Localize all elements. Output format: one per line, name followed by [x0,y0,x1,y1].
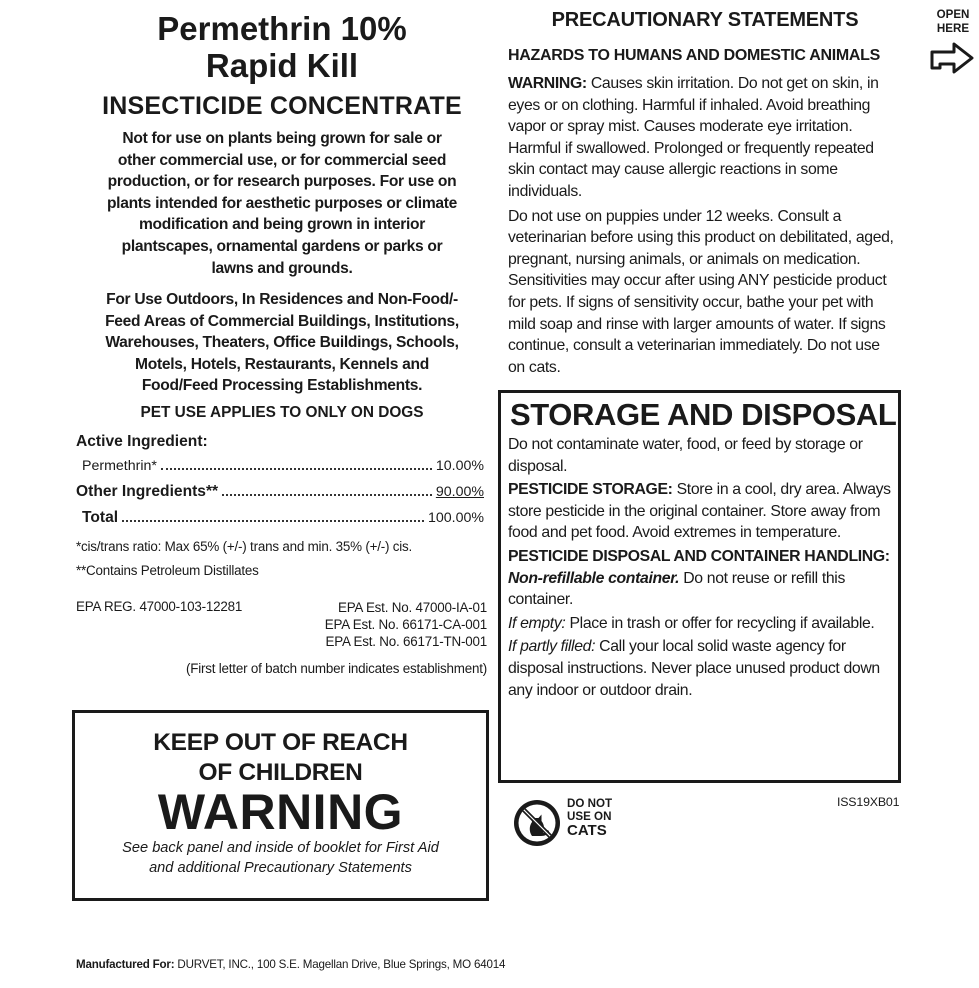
use-sites-line: Feed Areas of Commercial Buildings, Institutions, [105,312,459,330]
warning-paragraph [508,73,900,203]
pet-use-statement: PET USE APPLIES TO ONLY ON DOGS [140,404,424,421]
dot-leader [161,468,432,470]
keep-out-line: KEEP OUT OF REACH [153,729,408,756]
disposal-label: PESTICIDE DISPOSAL AND CONTAINER HANDLING [508,547,885,565]
epa-est-line: EPA Est. No. 66171-CA-001 [324,617,487,632]
signal-word: WARNING [157,784,404,840]
if-empty-paragraph [508,613,894,635]
epa-est-line: EPA Est. No. 66171-TN-001 [325,634,487,649]
restriction-line: plants intended for aesthetic purposes or climate [106,194,458,212]
use-sites-line: For Use Outdoors, In Residences and Non-Food/- [106,291,458,308]
ingredient-name: Permethrin* [82,458,157,474]
manufacturer-label: Manufactured For: [76,958,175,971]
warning-text: Causes skin irritation. Do not get on skin, in eyes or on clothing. Harmful if inhaled. Avoid breathing vapor or spray mist. Causes moderate eye irritation. Harmful if swallowed. Prolonged or frequently repeated skin contact may cause allergic reactions in some individuals. [508,75,879,200]
storage-disposal-body [508,434,894,703]
ingredient-percent: 10.00% [435,458,484,474]
see-back-line: See back panel and inside of booklet for First Aid [122,840,439,856]
ingredient-row [76,483,484,501]
restriction-line: Not for use on plants being grown for sale or [122,130,442,147]
manufacturer-line [76,958,505,971]
open-here-line: HERE [936,22,970,35]
ingredient-name: Total [82,509,119,526]
restriction-line: production, or for research purposes. For use on [107,173,457,191]
cats-line: CATS [567,822,607,840]
do-not-use-on-cats-label [567,798,612,839]
cats-line: DO NOT [567,797,613,810]
batch-note: (First letter of batch number indicates establishment) [185,661,487,676]
storage-disposal-title: STORAGE AND DISPOSAL [510,397,897,432]
precautionary-statements-title: PRECAUTIONARY STATEMENTS [551,9,859,31]
restriction-line: plantscapes, ornamental gardens or parks or [121,237,443,255]
use-restriction-statement [76,128,488,279]
product-title [76,10,488,84]
see-back-panel-note [72,838,489,878]
hazards-body [508,73,900,381]
puppies-paragraph: Do not use on puppies under 12 weeks. Consult a veterinarian before using this product on debilitated, aged, pregnant, nursing animals, or animals on medication. Sensitivities may occur after using ANY pesticide product for pets. If signs of sensitivity occur, bathe your pet with mild soap and rinse with larger amounts of water. If signs continue, consult a veterinarian immediately. Do not use on cats. [508,207,894,376]
restriction-line: lawns and grounds. [211,259,353,277]
see-back-line: and additional Precautionary Statements [149,860,412,876]
nonrefill-text: Do not reuse or refill this container. [508,569,846,609]
use-sites-line: Warehouses, Theaters, Office Buildings, Schools, [105,334,459,352]
storage-label: PESTICIDE STORAGE: [508,481,673,499]
contaminate-paragraph: Do not contaminate water, food, or feed by storage or disposal. [508,436,863,475]
open-here-tab[interactable] [928,8,978,36]
hazards-title: HAZARDS TO HUMANS AND DOMESTIC ANIMALS [508,47,880,64]
keep-out-of-reach-title [72,728,489,788]
if-empty-text: Place in trash or offer for recycling if available. [569,614,875,632]
if-partly-text: Call your local solid waste agency for disposal instructions. Never place unused product down any indoor or outdoor drain. [508,638,880,699]
label-code: ISS19XB01 [837,795,900,809]
storage-paragraph [508,479,894,544]
open-here-line: OPEN [936,8,970,21]
manufacturer-address: DURVET, INC., 100 S.E. Magellan Drive, Blue Springs, MO 64014 [177,958,506,971]
footnote-cis-trans: *cis/trans ratio: Max 65% (+/-) trans and min. 35% (+/-) cis. [76,539,413,554]
nonrefill-label: Non-refillable container. [508,569,680,587]
epa-est-line: EPA Est. No. 47000-IA-01 [337,600,487,615]
ingredient-percent: 100.00% [427,510,484,526]
ingredient-row [76,458,484,474]
product-title-line2: Rapid Kill [205,47,359,84]
disposal-heading [508,546,894,568]
footnote-petroleum: **Contains Petroleum Distillates [76,563,259,578]
cats-line: USE ON [567,809,612,823]
arrow-right-icon [928,40,976,76]
epa-establishment-numbers [290,599,487,650]
dot-leader [122,520,424,522]
no-cat-icon [512,798,562,848]
epa-registration-number: EPA REG. 47000-103-12281 [76,599,243,614]
if-empty-label: If empty: [508,614,566,632]
restriction-line: modification and being grown in interior [138,216,425,234]
disposal-colon: : [884,547,890,565]
storage-text: Store in a cool, dry area. Always store pesticide in the original container. Store away from food and pet food. Avoid extremes in temperature. [508,481,891,542]
nonrefill-paragraph [508,568,894,611]
if-partly-label: If partly filled: [508,638,596,656]
ingredient-name: Other Ingredients** [76,483,219,500]
restriction-line: other commercial use, or for commercial seed [117,151,447,169]
keep-out-line: OF CHILDREN [198,759,363,786]
use-sites-statement [76,289,488,397]
use-sites-line: Motels, Hotels, Restaurants, Kennels and [135,355,429,373]
product-title-line1: Permethrin 10% [157,10,407,47]
dot-leader [222,494,432,496]
ingredient-percent: 90.00% [435,484,484,500]
warning-label: WARNING: [508,75,587,92]
if-partly-paragraph [508,636,894,701]
product-type: INSECTICIDE CONCENTRATE [102,92,462,120]
use-sites-line: Food/Feed Processing Establishments. [141,377,423,395]
ingredient-row [76,509,484,527]
active-ingredient-label: Active Ingredient: [76,433,208,450]
